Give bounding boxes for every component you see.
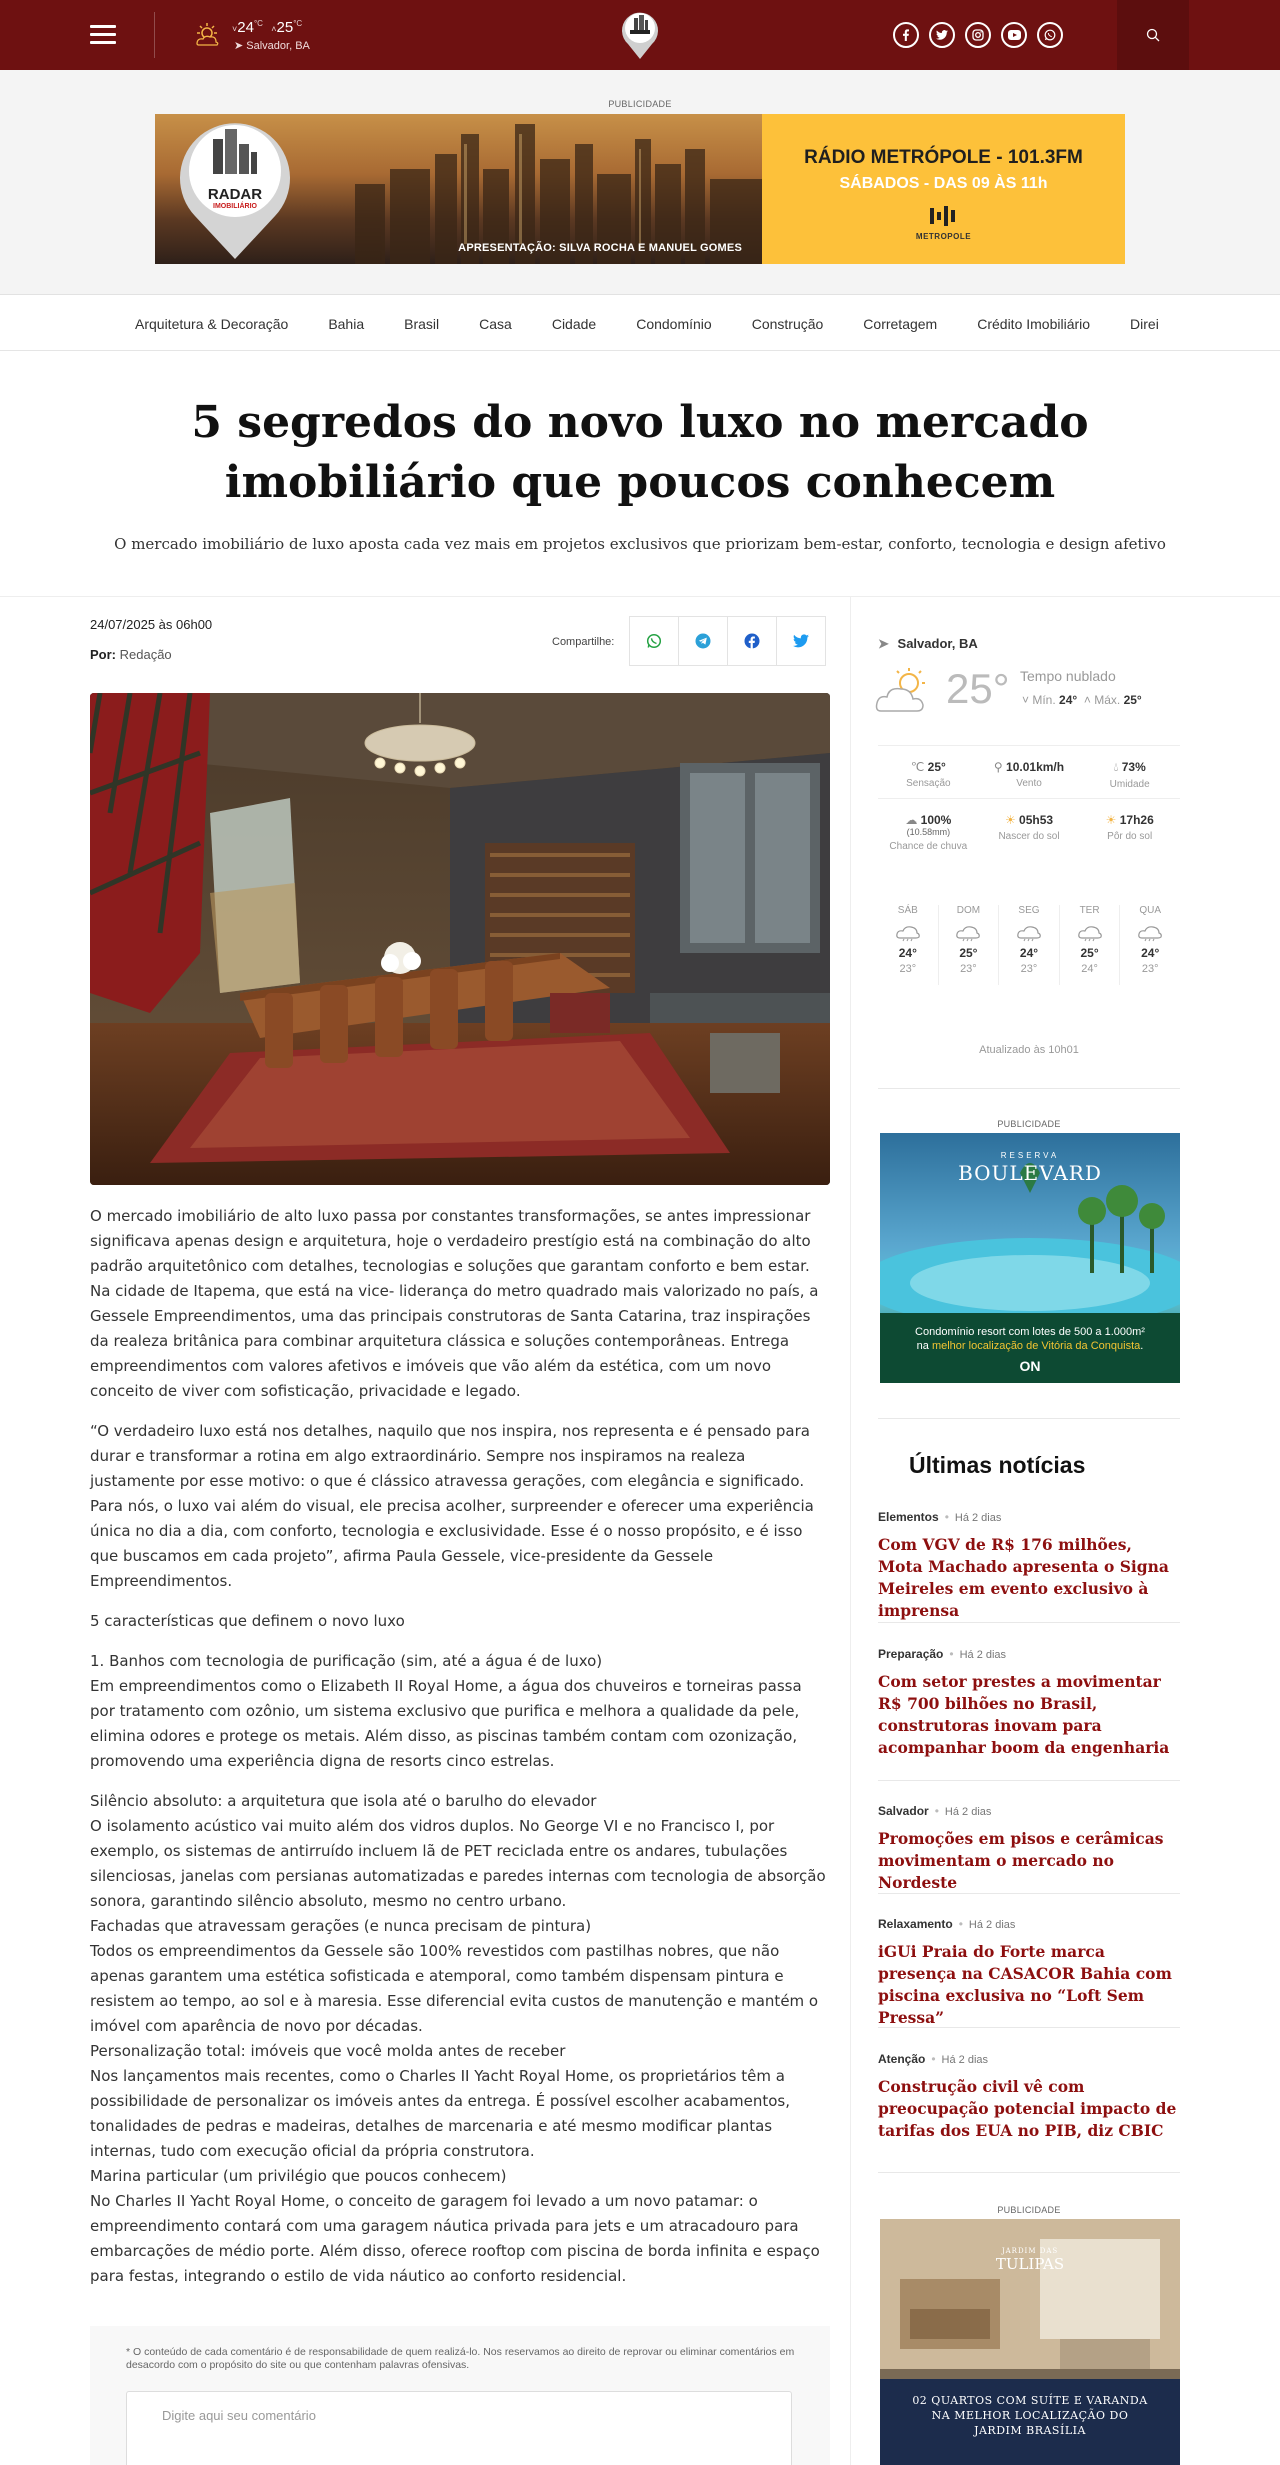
category-link[interactable]: Construção (751, 315, 824, 332)
article-paragraph: O mercado imobiliário de alto luxo passa por constantes transformações, se antes impressionar significava apenas design e arquitetura, hoje o verdadeiro prestígio está na combinação do alto padrão arquitetônico com detalhes, tecnologias e soluções que garantam conforto e bem estar. Na cidade de Itapema, que está na vice- liderança do metro quadrado mais valorizado no país, a Gessele Empreendimentos, uma das principais construtoras de Santa Catarina, traz inspirações da realeza britânica para combinar arquitetura clássica e soluções contemporâneas. Entrega empreendimentos com valores afetivos e imóveis que vão além da estética, com um novo conceito de viver com sofisticação, privacidade e legado. (90, 1207, 819, 1400)
news-separator (878, 2027, 1180, 2028)
top-header (0, 0, 1280, 70)
ad1-partner: ON (1019, 1358, 1041, 1374)
rain-chance-stat (878, 799, 979, 860)
forecast-low: 23° (1141, 963, 1159, 975)
weather-stats-row-1 (878, 745, 1180, 798)
site-logo[interactable] (620, 8, 660, 60)
radio-title: RÁDIO METRÓPOLE - 101.3FM (804, 147, 1083, 168)
max-label: Máx. (1094, 693, 1121, 707)
forecast-high: 24° (1019, 946, 1039, 960)
news-time: Há 2 dias (959, 1649, 1007, 1661)
news-category[interactable]: Relaxamento (878, 1917, 953, 1931)
category-link[interactable]: Arquitetura & Decoração (135, 315, 289, 332)
ad2-brand-top: JARDIM DAS (1001, 2247, 1059, 2255)
forecast-day (1120, 905, 1180, 985)
category-link[interactable]: Corretagem (863, 315, 938, 332)
stat-sub: (10.58mm) (906, 827, 951, 837)
news-headline[interactable]: Promoções em pisos e cerâmicas movimentam o mercado no Nordeste (878, 1829, 1164, 1892)
min-value: 24° (1059, 693, 1078, 707)
ad2-brand: TULIPAS (995, 2255, 1065, 2273)
share-facebook-button[interactable] (727, 616, 777, 666)
stat-label: Nascer do sol (998, 831, 1060, 842)
news-time: Há 2 dias (944, 1806, 992, 1818)
ad1-line2 (880, 1339, 1180, 1353)
ad1-line2-c: . (1140, 1340, 1144, 1352)
weather-forecast (878, 905, 1180, 985)
ad1-line2-b: melhor localização de Vitória da Conquista (931, 1340, 1141, 1352)
news-meta: Elementos • Há 2 dias (878, 1510, 1002, 1524)
feels-like-stat (878, 746, 979, 798)
twitter-icon[interactable] (929, 22, 955, 48)
news-separator (878, 2172, 1180, 2173)
stat-label: Vento (1016, 778, 1042, 789)
search-icon (1146, 28, 1160, 42)
forecast-high: 25° (959, 946, 978, 960)
article-hero-image (90, 693, 830, 1185)
rain-cloud-icon (955, 924, 981, 942)
weather-stats (878, 745, 1180, 860)
facebook-icon[interactable] (893, 22, 919, 48)
radar-brand-sub: IMOBILIÁRIO (213, 203, 257, 210)
whatsapp-icon[interactable] (1037, 22, 1063, 48)
category-nav-list (135, 296, 1191, 351)
forecast-low: 23° (899, 963, 917, 975)
forecast-low: 24° (1081, 963, 1098, 975)
article-date: 24/07/2025 às 06h00 (90, 617, 213, 632)
stat-label: Umidade (1109, 779, 1150, 790)
sidebar-separator (878, 1088, 1180, 1089)
radar-banner (155, 114, 762, 264)
menu-icon[interactable] (90, 25, 116, 45)
news-meta: Preparação • Há 2 dias (878, 1647, 1007, 1661)
rain-cloud-icon (1077, 924, 1103, 942)
stat-value: 25° (927, 760, 946, 774)
article-paragraph: “O verdadeiro luxo está nos detalhes, naquilo que nos inspira, nos representa e é pensado para durar e transformar a rotina em algo extraordinário. Sempre nos inspiramos na realeza justamente por esse motivo: o que é clássico atravessa gerações, com elegância e significado. Para nós, o luxo vai além do visual, ele precisa acolher, surpreender e oferecer uma experiência única no dia a dia, com conforto, tecnologia e exclusividade. Esse é o nosso propósito, e é isso que buscamos em cada projeto”, afirma Paula Gessele, vice-presidente da Gessele Empreendimentos. (90, 1422, 814, 1590)
article-paragraph: Silêncio absoluto: a arquitetura que isola até o barulho do elevador O isolamento acústico vai muito além dos vidros duplos. No George VI e no Francisco I, por exemplo, os sistemas de antirruído incluem lã de PET reciclada entre os andares, tubulações silenciosas, janelas com persianas automatizadas e paredes internas com tecnologia de absorção sonora, garantindo silêncio absoluto, mesmo no centro urbano. Fachadas que atravessam gerações (e nunca precisam de pintura) Todos os empreendimentos da Gessele são 100% revestidos com pastilhas nobres, que não apenas garantem uma estética sofisticada e atemporal, como também dispensam pintura e resistem ao tempo, ao sol e à maresia. Esse diferencial evita custos de manutenção e mantém o imóvel com aparência de novo por décadas. Personalização total: imóveis que você molda antes de receber Nos lançamentos mais recentes, como o Charles II Yacht Royal Home, os proprietários têm a possibilidade de personalizar os imóveis antes da entrega. É possível escolher acabamentos, tonalidades de pedras e madeiras, detalhes de marcenaria e até mesmo modificar plantas internas, tudo com execução oficial da própria construtora. Marina particular (um privilégio que poucos conhecem) No Charles II Yacht Royal Home, o conceito de garagem foi levado a um novo patamar: o empreendimento contará com uma garagem náutica privada para jets e um atracadouro para embarcações de médio porte. Além disso, oferece rooftop com piscina de borda infinita e espaço para festas, integrando o estilo de vida náutico ao conforto residencial. (90, 1792, 826, 2285)
forecast-day-name: TER (1079, 905, 1100, 916)
article-paragraph: 1. Banhos com tecnologia de purificação (sim, até a água é de luxo) Em empreendimentos como o Elizabeth II Royal Home, a água dos chuveiros e torneiras passa por tratamento com ozônio, um sistema exclusivo que purifica e melhora a qualidade da pele, elimina odores e protege os metais. Além disso, as piscinas também contam com ozonização, promovendo uma experiência digna de resorts cinco estrelas. (90, 1652, 802, 1770)
stat-value: 17h26 (1119, 813, 1154, 827)
min-label: Mín. (1032, 693, 1056, 707)
sunrise-icon: ☀ (1004, 813, 1016, 827)
news-category[interactable]: Salvador (878, 1804, 929, 1818)
weather-temp: 25° (946, 665, 1010, 712)
share-label: Compartilhe: (552, 636, 615, 648)
ad2-line1: 02 QUARTOS COM SUÍTE E VARANDA (912, 2394, 1148, 2407)
telegram-icon (695, 633, 711, 649)
radio-schedule: SÁBADOS - DAS 09 ÀS 11h (839, 175, 1048, 192)
facebook-icon (744, 633, 760, 649)
youtube-icon[interactable] (1001, 22, 1027, 48)
luxury-dining-room-image (90, 693, 830, 1185)
rain-cloud-icon (1137, 924, 1163, 942)
category-link[interactable]: Cidade (551, 315, 597, 332)
navigation-arrow-icon: ➤ (878, 636, 889, 651)
stat-label: Pôr do sol (1107, 831, 1153, 842)
stat-label: Sensação (906, 778, 951, 789)
weather-minmax: ˅ Mín. 24° ˄ Máx. 25° (1022, 693, 1142, 707)
header-temp-max: 25 (276, 19, 294, 36)
wind-stat (979, 746, 1080, 798)
weather-stats-row-2 (878, 798, 1180, 860)
category-link[interactable]: Bahia (328, 315, 365, 332)
radio-name: METROPOLE (915, 232, 972, 241)
forecast-day-name: SEG (1018, 905, 1040, 916)
navigation-arrow-icon: ➤ (234, 40, 244, 52)
sunset-stat (1079, 799, 1180, 860)
category-link[interactable]: Casa (479, 315, 512, 332)
max-value: 25° (1123, 693, 1142, 707)
sidebar-divider (850, 597, 851, 2465)
news-separator (878, 1622, 1180, 1623)
forecast-low: 23° (1020, 963, 1038, 975)
weather-updated: Atualizado às 10h01 (979, 1044, 1079, 1056)
ad2-band (880, 2379, 1180, 2465)
share-whatsapp-button[interactable] (629, 616, 679, 666)
header-location-text: Salvador, BA (246, 40, 310, 52)
search-button[interactable] (1117, 0, 1189, 70)
news-item[interactable] (878, 1510, 1180, 1622)
forecast-day-name: QUA (1139, 905, 1161, 916)
sunset-icon: ☀ (1105, 813, 1117, 827)
news-time: Há 2 dias (954, 1512, 1002, 1524)
ad1-line1: Condomínio resort com lotes de 500 a 1.000m² (915, 1326, 1145, 1338)
news-headline[interactable]: iGUi Praia do Forte marca presença na CASACOR Bahia com piscina exclusiva no “Loft Sem Pressa” (878, 1942, 1172, 2027)
news-meta: Relaxamento • Há 2 dias (878, 1917, 1016, 1931)
news-headline[interactable]: Com VGV de R$ 176 milhões, Mota Machado apresenta o Signa Meireles em evento exclusivo à imprensa (878, 1535, 1169, 1620)
news-separator (878, 1780, 1180, 1781)
ad2-crest (975, 2221, 1085, 2273)
news-headline[interactable]: Com setor prestes a movimentar R$ 700 bilhões no Brasil, construtoras inovam para acompanhar boom da engenharia (878, 1672, 1170, 1757)
comment-input[interactable]: Digite aqui seu comentário (126, 2391, 792, 2465)
forecast-day (939, 905, 1000, 985)
ad1-brand: BOULEVARD (958, 1161, 1102, 1185)
sunrise-stat (979, 799, 1080, 860)
category-link[interactable]: Direi (1130, 315, 1159, 332)
wind-icon: ⚲ (993, 760, 1003, 774)
stat-value: 73% (1121, 760, 1146, 774)
news-time: Há 2 dias (968, 1919, 1016, 1931)
stat-value: 100% (920, 813, 952, 827)
news-item[interactable] (878, 1647, 1180, 1759)
ad1-small: RESERVA (1000, 1151, 1060, 1160)
ad1-line2-a: na (916, 1340, 932, 1352)
ad1-band (880, 1313, 1180, 1383)
comment-disclaimer: * O conteúdo de cada comentário é de responsabilidade de quem realizá-lo. Nos reservamos ao direito de reprovar ou eliminar comentários em desacordo com o propósito do site ou que contenham palavras ofensivas. (126, 2346, 795, 2371)
metropole-logo-icon (927, 204, 961, 228)
reserva-boulevard-ad[interactable] (880, 1133, 1180, 1383)
ad-label: PUBLICIDADE (997, 1119, 1061, 1129)
whatsapp-icon (646, 633, 662, 649)
weather-location-text: Salvador, BA (897, 636, 978, 651)
rain-cloud-icon: ☁ (905, 813, 918, 827)
drop-icon: 💧︎ (1113, 760, 1119, 774)
forecast-high: 24° (1141, 946, 1160, 960)
forecast-day-name: DOM (956, 905, 981, 916)
forecast-high: 24° (898, 946, 917, 960)
jardim-tulipas-ad[interactable] (880, 2219, 1180, 2465)
category-link[interactable]: Crédito Imobiliário (977, 315, 1091, 332)
latest-news-title: Últimas notícias (909, 1452, 1086, 1478)
forecast-day-name: SÁB (897, 905, 918, 916)
news-headline[interactable]: Construção civil vê com preocupação potencial impacto de tarifas dos EUA no PIB, diz CBIC (878, 2077, 1177, 2140)
rain-cloud-icon (895, 924, 921, 942)
humidity-stat (1079, 746, 1180, 798)
article-author (90, 647, 172, 662)
news-time: Há 2 dias (941, 2054, 989, 2066)
banner-credit: APRESENTAÇÃO: SILVA ROCHA E MANUEL GOMES (458, 242, 742, 254)
category-link[interactable]: Brasil (404, 315, 440, 332)
forecast-day (878, 905, 939, 985)
category-nav (0, 296, 1280, 351)
news-meta: Atenção • Há 2 dias (878, 2052, 989, 2066)
share-buttons (630, 616, 826, 666)
news-category[interactable]: Preparação (878, 1647, 944, 1661)
news-separator (878, 1893, 1180, 1894)
header-divider (154, 12, 155, 58)
partly-cloudy-icon (193, 22, 221, 48)
ad2-line2: NA MELHOR LOCALIZAÇÃO DO (931, 2409, 1129, 2422)
news-item[interactable] (878, 1804, 1180, 1894)
radar-brand: RADAR (207, 186, 263, 203)
header-temp-min: 24 (237, 19, 254, 36)
news-item[interactable] (878, 2052, 1180, 2142)
article-subtitle: O mercado imobiliário de luxo aposta cada vez mais em projetos exclusivos que priorizam bem-estar, conforto, tecnologia e design afetivo (114, 535, 1166, 553)
forecast-low: 23° (960, 963, 977, 975)
ad-label: PUBLICIDADE (997, 2205, 1061, 2215)
thermometer-icon: ℃ (910, 760, 925, 774)
stat-label: Chance de chuva (889, 841, 968, 852)
forecast-day (999, 905, 1060, 985)
top-ad-zone (0, 70, 1280, 295)
article-body (90, 1204, 830, 2304)
author-name: Redação (119, 647, 172, 662)
instagram-icon[interactable] (965, 22, 991, 48)
weather-location (878, 636, 978, 652)
news-category[interactable]: Atenção (878, 2052, 926, 2066)
social-links (893, 22, 1063, 48)
weather-description: Tempo nublado (1020, 668, 1116, 684)
header-location (234, 39, 310, 52)
article-paragraph: 5 características que definem o novo luxo (90, 1612, 405, 1630)
sidebar-separator (878, 1418, 1180, 1419)
news-category[interactable]: Elementos (878, 1510, 939, 1524)
comment-section (90, 2326, 830, 2465)
radio-banner (762, 114, 1125, 264)
category-link[interactable]: Condomínio (636, 315, 712, 332)
ad2-line3: JARDIM BRASÍLIA (974, 2424, 1086, 2437)
news-meta: Salvador • Há 2 dias (878, 1804, 992, 1818)
rain-cloud-icon (1016, 924, 1042, 942)
header-temps: $˅24^{^\circ C}$ $˄25^{^\circ C}$ (232, 19, 303, 36)
title-divider (0, 596, 1280, 597)
partly-cloudy-icon (875, 667, 941, 717)
forecast-day (1060, 905, 1121, 985)
stat-value: 05h53 (1019, 813, 1054, 827)
share-twitter-button[interactable] (776, 616, 826, 666)
news-item[interactable] (878, 1917, 1180, 2029)
share-telegram-button[interactable] (678, 616, 728, 666)
stat-value: 10.01km/h (1006, 760, 1065, 774)
top-ad-banner[interactable] (155, 114, 1125, 264)
twitter-icon (793, 634, 809, 648)
forecast-high: 25° (1080, 946, 1099, 960)
article-title: 5 segredos do novo luxo no mercado imobiliário que poucos conhecem (191, 397, 1089, 508)
ad-label: PUBLICIDADE (608, 99, 672, 109)
author-label: Por: (90, 647, 116, 662)
